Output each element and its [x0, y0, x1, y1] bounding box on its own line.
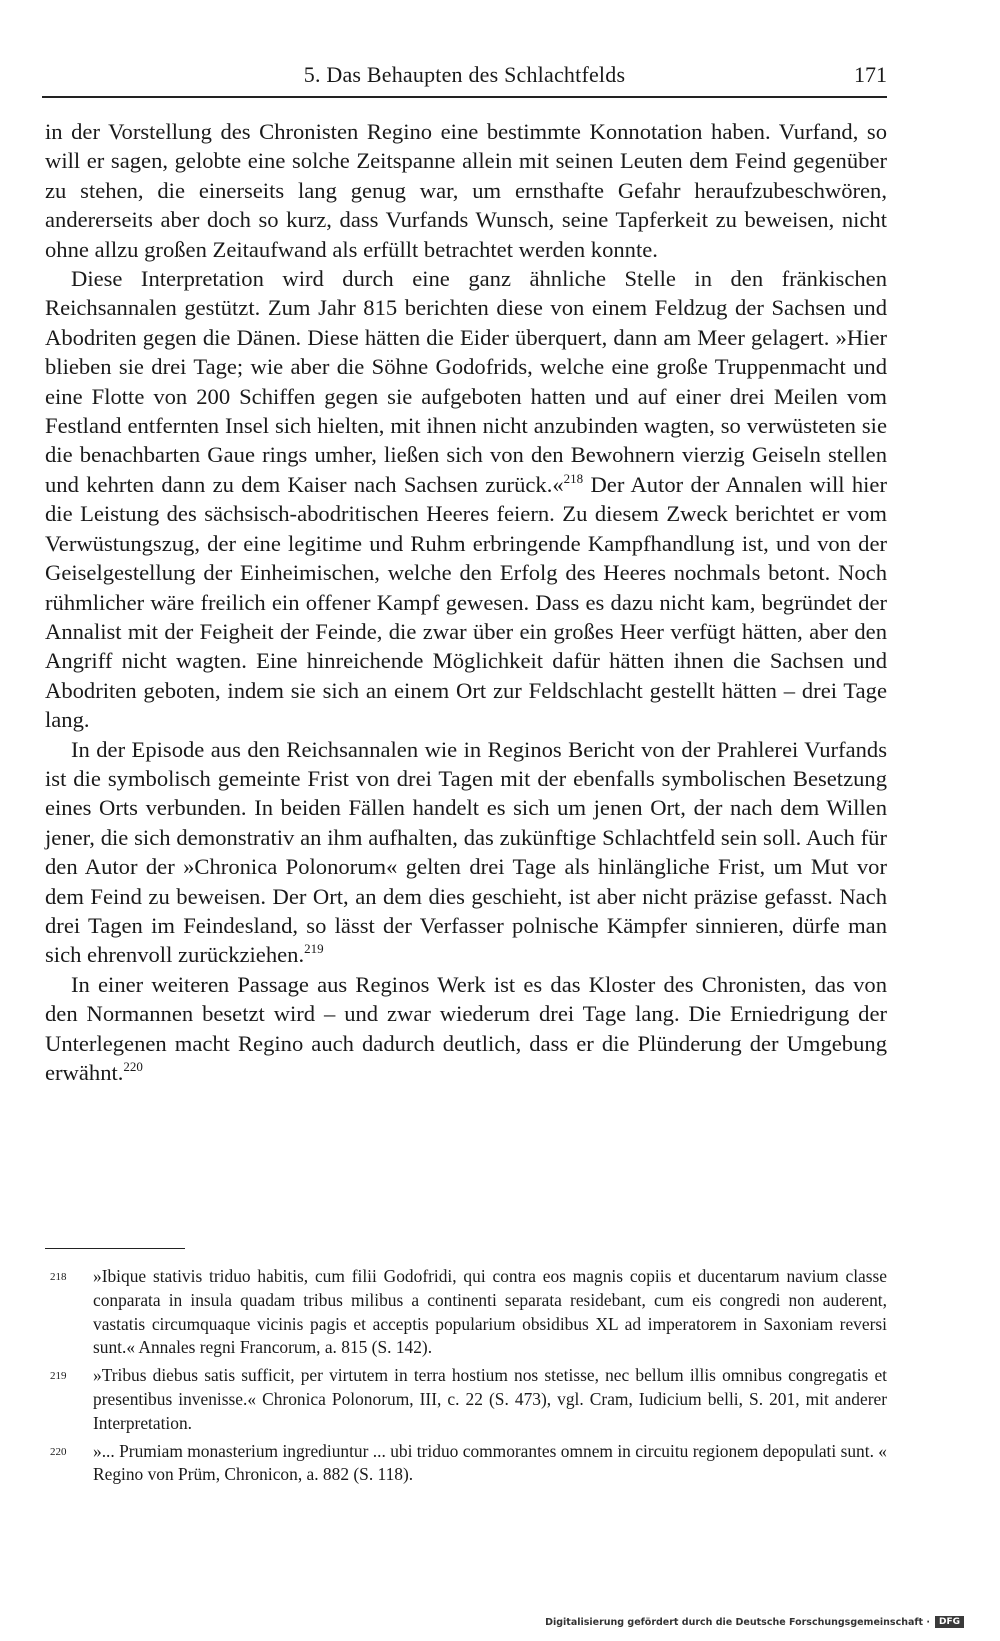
- footnote-number: 219: [50, 1370, 67, 1383]
- paragraph-4-text: In einer weiteren Passage aus Reginos Werk ist es das Kloster des Chronisten, das von den Normannen besetzt wird – und zwar wiederum drei Tage lang. Die Erniedrigung der Unterlegenen macht Regino auch dadurch deutlich, dass er die Plünderung der Umgebung erwähnt.: [45, 971, 887, 1085]
- footnote-ref-220: 220: [123, 1059, 143, 1074]
- footnote-number: 220: [50, 1445, 67, 1458]
- paragraph-2-text: Diese Interpretation wird durch eine ganz ähnliche Stelle in den fränkischen Reichsannalen gestützt. Zum Jahr 815 berichten diese von einem Feldzug der Sachsen und Abodriten gegen die Dänen. Diese hätten die Eider überquert, dann am Meer gelagert. »Hier blieben sie drei Tage; wie aber die Söhne Godofrids, welche eine große Truppenmacht und eine Flotte von 200 Schiffen gegen sie aufgeboten hatten und auf einer drei Meilen vom Festland entfernten Insel sich hielten, mit ihnen nicht anzubinden wagten, so verwüsteten sie die benachbarten Gaue rings umher, ließen sich von den Bewohnern vierzig Geiseln stellen und kehrten dann zu dem Kaiser nach Sachsen zurück.«: [45, 266, 887, 497]
- main-text: [45, 117, 887, 1087]
- footnote-220: [45, 1440, 887, 1488]
- footnote-number: 218: [50, 1271, 67, 1283]
- credit-text: Digitalisierung gefördert durch die Deutsche Forschungsgemeinschaft ·: [545, 1616, 930, 1628]
- footnotes: [45, 1265, 887, 1491]
- footnote-ref-218: 218: [563, 470, 584, 486]
- footnote-text: »Ibique stativis triduo habitis, cum filii Godofridi, qui contra eos magnis copiis et ducentarum navium classe conparata in insula quadam tribus milibus a continenti separata residebant, cum eis congredi non auderent, vastatis circumquaque vicinis pagis et acceptis popularium obsidibus XL ad imperatorem in Saxoniam reversi sunt.« Annales regni Francorum, a. 815 (S. 142).: [93, 1266, 887, 1358]
- paragraph-4: [45, 970, 887, 1088]
- running-head: [42, 58, 887, 98]
- paragraph-1: in der Vorstellung des Chronisten Regino eine bestimmte Konnotation haben. Vurfand, so will er sagen, gelobte eine solche Zeitspanne allein mit seinen Leuten dem Feind gegenüber zu stehen, die einerseits lang genug war, um ernsthafte Gefahr heraufzubeschwören, andererseits aber doch so kurz, dass Vurfands Wunsch, seine Tapferkeit zu beweisen, nicht ohne allzu großen Zeitaufwand als erfüllt betrachtet werden konnte.: [45, 119, 887, 262]
- digitization-credit: [545, 1616, 964, 1628]
- footnote-text: »Tribus diebus satis sufficit, per virtutem in terra hostium nos stetisse, nec bellum illis omnibus congregatis et presentibus invenisse.« Chronica Polonorum, III, c. 22 (S. 473), vgl. Cram, Iudicium belli, S. 201, mit anderer Interpretation.: [93, 1365, 887, 1433]
- footnote-218: [45, 1265, 887, 1360]
- footnote-219: [45, 1364, 887, 1435]
- paragraph-2-continuation: Der Autor der Annalen will hier die Leistung des sächsisch-abodritischen Heeres feiern. Zu diesem Zweck berichtet er vom Verwüstungszug, der eine legitime und Ruhm erbringende Kampfhandlung ist, und von der Geiselgestellung der Einheimischen, welche den Erfolg des Heeres nochmals betont. Noch rühmlicher wäre freilich ein offener Kampf gewesen. Dass es dazu nicht kam, begründet der Annalist mit der Feigheit der Feinde, die zwar über ein großes Heer verfügt hätten, aber den Angriff nicht wagten. Eine hinreichende Möglichkeit dafür hätten ihnen die Sachsen und Abodriten geboten, indem sie sich an einem Ort zur Feldschlacht gestellt hätten – drei Tage lang.: [45, 471, 887, 733]
- paragraph-3: [45, 735, 887, 970]
- header-rule: [42, 96, 887, 98]
- footnote-ref-219: 219: [304, 941, 324, 957]
- footnote-text: »... Prumiam monasterium ingrediuntur ... ubi triduo commorantes omnem in circuitu regionem depopulati sunt. « Regino von Prüm, Chronicon, a. 882 (S. 118).: [93, 1440, 887, 1485]
- chapter-title: 5. Das Behaupten des Schlachtfelds: [303, 62, 626, 87]
- paragraph-2: [45, 264, 887, 735]
- paragraph-3-text: In der Episode aus den Reichsannalen wie in Reginos Bericht von der Prahlerei Vurfands ist die symbolisch gemeinte Frist von drei Tagen mit der ebenfalls symbolischen Besetzung eines Orts verbunden. In beiden Fällen handelt es sich um jenen Ort, der nach dem Willen jener, die sich demonstrativ an ihm aufhalten, das zukünftige Schlachtfeld sein soll. Auch für den Autor der »Chronica Polonorum« gelten drei Tage als hinlängliche Frist, um Mut vor dem Feind zu beweisen. Der Ort, an dem dies geschieht, ist aber nicht präzise gefasst. Nach drei Tagen im Feindesland, so lässt der Verfasser polnische Kämpfer sinnieren, dürfe man sich ehrenvoll zurückziehen.: [45, 736, 887, 968]
- footnote-rule: [45, 1248, 185, 1249]
- dfg-logo-icon: DFG: [935, 1616, 964, 1628]
- page-number: 171: [854, 62, 887, 87]
